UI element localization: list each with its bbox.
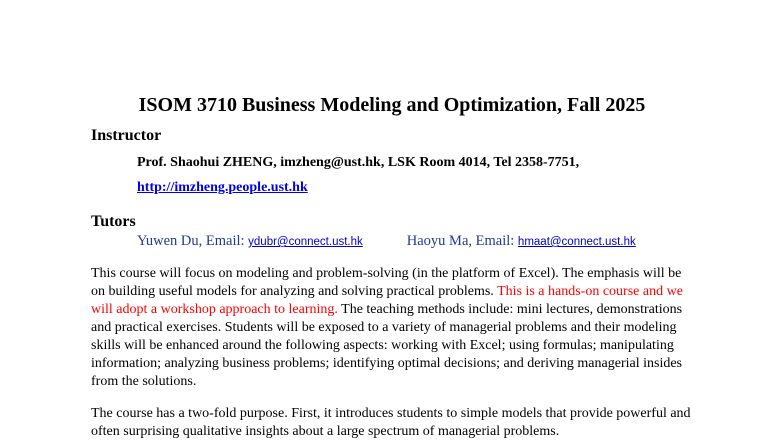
tutors-line xyxy=(137,232,636,251)
instructor-details: Prof. Shaohui ZHENG, imzheng@ust.hk, LSK Room 4014, Tel 2358-7751, xyxy=(137,155,580,170)
course-purpose-paragraph: The course has a two-fold purpose. First, it introduces students to simple models that provide powerful and often surprising qualitative insights about a large spectrum of managerial problems. xyxy=(91,406,691,439)
tutors-heading: Tutors xyxy=(91,213,136,230)
tutor-2-email-link[interactable]: hmaat@connect.ust.hk xyxy=(517,236,636,248)
paragraph1-text-start: This course will focus on modeling and problem-solving (in the platform of Excel). The emphasis will be on building useful models for analyzing and solving practical problems. xyxy=(91,266,682,299)
course-title: ISOM 3710 Business Modeling and Optimization, Fall 2025 xyxy=(138,94,646,116)
paragraph1-highlight: This is a hands-on course and we will adopt a workshop approach to learning. xyxy=(91,284,683,317)
paragraph1-text-end: The teaching methods include: mini lectures, demonstrations and practical exercises. Students will be exposed to a variety of managerial problems and their modeling skills will be enhanced around the following aspects: working with Excel; using formulas; manipulating information; analyzing business problems; identifying optimal decisions; and deriving managerial insides from the solutions. xyxy=(91,302,683,389)
instructor-website-link[interactable]: http://imzheng.people.ust.hk xyxy=(137,180,308,195)
tutor-2-label: Haoyu Ma, Email: xyxy=(406,233,518,249)
course-description-paragraph xyxy=(91,265,697,391)
instructor-url-line xyxy=(137,179,308,197)
instructor-heading: Instructor xyxy=(91,127,162,144)
tutor-1-label: Yuwen Du, Email: xyxy=(137,233,249,249)
tutor-1-email-link[interactable]: ydubr@connect.ust.hk xyxy=(248,236,363,248)
